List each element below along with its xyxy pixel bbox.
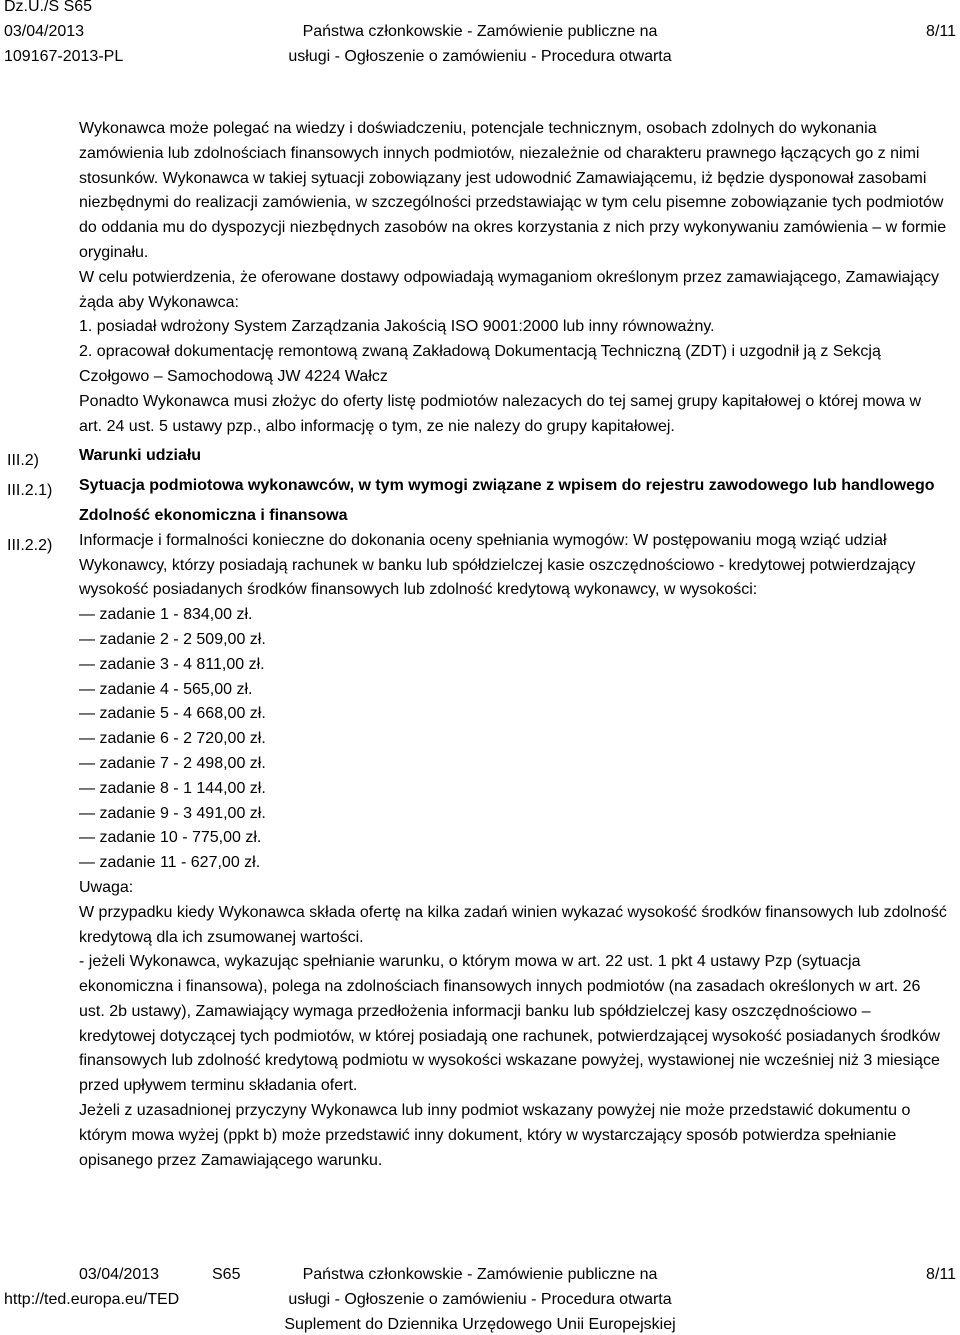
list-item: — zadanie 6 - 2 720,00 zł. xyxy=(79,727,947,752)
note-label: Uwaga: xyxy=(79,878,134,896)
list-item: — zadanie 10 - 775,00 zł. xyxy=(79,826,947,851)
list-item: — zadanie 1 - 834,00 zł. xyxy=(79,603,947,628)
paragraph-financial-info: Informacje i formalności konieczne do dokonania oceny spełniania wymogów: W postępowaniu mogą wziąć udział Wykonawcy, którzy posiadają rachunek w banku lub spółdzielczej kasie oszczędnościowo - kredytowej potwierdzający wysokość posiadanych środków finansowych lub zdolność kredytową wykonawcy, w wysokości: xyxy=(79,531,916,599)
list-item: — zadanie 8 - 1 144,00 zł. xyxy=(79,777,947,802)
paragraph-multiple-tasks: W przypadku kiedy Wykonawca składa ofertę na kilka zadań winien wykazać wysokość środków finansowych lub zdolność kredytową dla ich zsumowanej wartości. xyxy=(79,903,947,946)
paragraph-alternative-document: Jeżeli z uzasadnionej przyczyny Wykonawca lub inny podmiot wskazany powyżej nie może przedstawić dokumentu o którym mowa wyżej (ppkt b) może przedstawić inny dokument, który w wystarczający sposób potwierdza spełnianie opisanego przez Zamawiającego warunku. xyxy=(79,1102,911,1169)
footer-date: 03/04/2013 xyxy=(79,1266,160,1283)
header-date: 03/04/2013 xyxy=(4,23,85,40)
header-doc-id: 109167-2013-PL xyxy=(4,48,124,65)
list-item: — zadanie 9 - 3 491,00 zł. xyxy=(79,802,947,827)
heading-economic-capacity: Zdolność ekonomiczna i finansowa xyxy=(79,506,348,524)
section-number-iii-2-2: III.2.2) xyxy=(7,537,53,554)
list-item: — zadanie 4 - 565,00 zł. xyxy=(79,678,947,703)
footer-title-line2: usługi - Ogłoszenie o zamówieniu - Procedura otwarta xyxy=(288,1291,672,1308)
header-title-line2: usługi - Ogłoszenie o zamówieniu - Procedura otwarta xyxy=(288,48,672,65)
section-number-iii-2-1: III.2.1) xyxy=(7,482,53,499)
body-column xyxy=(79,117,947,1173)
footer-page-number: 8/11 xyxy=(926,1266,956,1283)
header-title-line1: Państwa członkowskie - Zamówienie publiczne na xyxy=(302,23,658,40)
task-list xyxy=(79,603,947,876)
paragraph-confirmation: W celu potwierdzenia, że oferowane dostawy odpowiadają wymaganiom określonym przez zamawiającego, Zamawiający żąda aby Wykonawca: xyxy=(79,268,939,311)
paragraph-iso: 1. posiadał wdrożony System Zarządzania Jakością ISO 9001:2000 lub inny równoważny. xyxy=(79,318,715,336)
heading-personal-situation: Sytuacja podmiotowa wykonawców, w tym wymogi związane z wpisem do rejestru zawodowego lub handlowego xyxy=(79,477,935,495)
list-item: — zadanie 5 - 4 668,00 zł. xyxy=(79,702,947,727)
heading-conditions: Warunki udziału xyxy=(79,447,202,465)
footer-title-line3: Suplement do Dziennika Urzędowego Unii Europejskiej xyxy=(284,1316,676,1333)
list-item: — zadanie 11 - 627,00 zł. xyxy=(79,851,947,876)
section-number-iii-2: III.2) xyxy=(7,452,40,469)
paragraph-other-entities: - jeżeli Wykonawca, wykazując spełnianie warunku, o którym mowa w art. 22 ust. 1 pkt 4 ustawy Pzp (sytuacja ekonomiczna i finansowa), polega na zdolnościach finansowych innych podmiotów (na zasadach określonych w art. 26 ust. 2b ustawy), Zamawiający wymaga przedłożenia informacji banku lub spółdzielczej kasy oszczędnościowo – kredytowej dotyczącej tych podmiotów, w której posiadają one rachunek, potwierdzającej wysokość posiadanych środków finansowych lub zdolność kredytową podmiotu w wysokości wskazane powyżej, wystawionej nie wcześniej niż 3 miesiące przed upływem terminu składania ofert. xyxy=(79,953,940,1095)
paragraph-capital-group: Ponadto Wykonawca musi złożyc do oferty listę podmiotów nalezacych do tej samej grupy kapitałowej o której mowa w art. 24 ust. 5 ustawy pzp., albo informację o tym, ze nie nalezy do grupy kapitałowej. xyxy=(79,392,922,435)
paragraph-zdt: 2. opracował dokumentację remontową zwaną Zakładową Dokumentacją Techniczną (ZDT) i uzgodnił ją z Sekcją Czołgowo – Samochodową JW 4224 Wałcz xyxy=(79,343,881,385)
footer-series: S65 xyxy=(212,1266,241,1283)
paragraph-reliance: Wykonawca może polegać na wiedzy i doświadczeniu, potencjale technicznym, osobach zdolnych do wykonania zamówienia lub zdolnościach finansowych innych podmiotów, niezależnie od charakteru prawnego łączących go z nimi stosunków. Wykonawca w takiej sytuacji zobowiązany jest udowodnić Zamawiającemu, iż będzie dysponował zasobami niezbędnymi do realizacji zamówienia, w szczególności przedstawiając w tym celu pisemne zobowiązanie tych podmiotów do oddania mu do dyspozycji niezbędnych zasobów na okres korzystania z nich przy wykonywaniu zamówienia – w formie oryginału. xyxy=(79,120,947,261)
list-item: — zadanie 3 - 4 811,00 zł. xyxy=(79,653,947,678)
header-page-number: 8/11 xyxy=(926,23,956,40)
footer-title-line1: Państwa członkowskie - Zamówienie publiczne na xyxy=(302,1266,658,1283)
journal-ref: Dz.U./S S65 xyxy=(4,0,93,15)
footer-url-link[interactable]: http://ted.europa.eu/TED xyxy=(4,1291,180,1308)
list-item: — zadanie 2 - 2 509,00 zł. xyxy=(79,628,947,653)
list-item: — zadanie 7 - 2 498,00 zł. xyxy=(79,752,947,777)
